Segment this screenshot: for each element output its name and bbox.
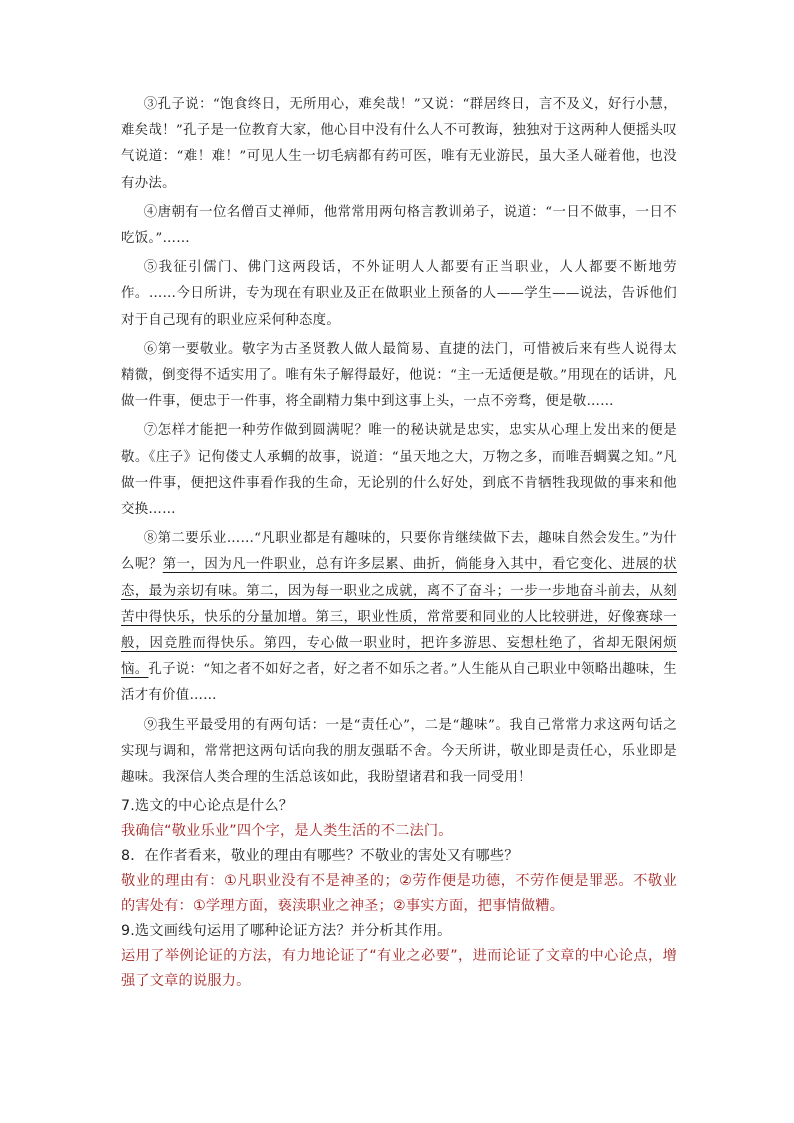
paragraph-3: ③孔子说：“饱食终日，无所用心，难矣哉！”又说：“群居终日，言不及义，好行小慧，难矣哉！”孔子是一位教育大家，他心目中没有什么人不可教诲，独独对于这两种人便摇头叹气说道：“难！难！”可见人生一切毛病都有药可医，唯有无业游民，虽大圣人碰着他，也没有办法。 [121,97,677,191]
underlined-sentences: 第一，因为凡一件职业，总有许多层累、曲折，倘能身入其中，看它变化、进展的状态，最为亲切有味。第二，因为每一职业之成就，离不了奋斗；一步一步地奋斗前去，从刻苦中得快乐，快乐的分量加增。第三，职业性质，常常要和同业的人比较骈进，好像赛球一般，因竞胜而得快乐。第四，专心做一职业时，把许多游思、妄想杜绝了，省却无限闲烦恼。 [121,557,677,678]
question-8: 8．在作者看来，敬业的理由有哪些？不敬业的害处又有哪些？ [121,848,519,865]
question-section [121,794,677,994]
paragraph-9: ⑨我生平最受用的有两句话：一是“责任心”，二是“趣味”。我自己常常力求这两句话之实现与调和，常常把这两句话向我的朋友强聒不舍。今天所讲，敬业即是责任心，乐业即是趣味。我深信人类合理的生活总该如此，我盼望诸君和我一同受用！ [121,717,677,786]
paragraph-7: ⑦怎样才能把一种劳作做到圆满呢？唯一的秘诀就是忠实，忠实从心理上发出来的便是敬。《庄子》记佝偻丈人承蜩的故事，说道：“虽天地之大，万物之多，而唯吾蜩翼之知。”凡做一件事，便把这件事看作我的生命，无论别的什么好处，到底不肯牺牲我现做的事来和他交换…… [121,423,677,518]
answer-7: 我确信“敬业乐业”四个字，是人类生活的不二法门。 [121,823,453,840]
paragraph-8 [121,526,677,709]
paragraph-8-intro: ⑧第二要乐业……“凡职业都是有趣味的，只要你肯继续做下去，趣味自然会发生。”为什么呢？ [121,531,677,573]
question-9: 9.选文画线句运用了哪种论证方法？并分析其作用。 [121,923,452,940]
answer-9: 运用了举例论证的方法，有力地论证了“有业之必要”，进而论证了文章的中心论点，增强了文章的说服力。 [121,948,677,990]
document-content [121,92,677,994]
answer-8: 敬业的理由有：①凡职业没有不是神圣的；②劳作便是功德，不劳作便是罪恶。不敬业的害处有：①学理方面，亵渎职业之神圣；②事实方面，把事情做糟。 [121,873,677,915]
paragraph-6: ⑥第一要敬业。敬字为古圣贤教人做人最简易、直捷的法门，可惜被后来有些人说得太精微，倒变得不适实用了。唯有朱子解得最好，他说：“主一无适便是敬。”用现在的话讲，凡做一件事，便忠于一件事，将全副精力集中到这事上头，一点不旁骛，便是敬…… [121,341,677,410]
paragraph-5: ⑤我征引儒门、佛门这两段话，不外证明人人都要有正当职业，人人都要不断地劳作。……今日所讲，专为现在有职业及正在做职业上预备的人——学生——说法，告诉他们对于自己现有的职业应采何种态度。 [121,260,677,328]
paragraph-4: ④唐朝有一位名僧百丈禅师，他常常用两句格言教训弟子，说道：“一日不做事，一日不吃饭。”…… [121,204,677,247]
paragraph-8-ending: 孔子说：“知之者不如好之者，好之者不如乐之者。”人生能从自己职业中领略出趣味，生活才有价值…… [121,662,677,704]
question-7: 7.选文的中心论点是什么？ [121,798,294,815]
